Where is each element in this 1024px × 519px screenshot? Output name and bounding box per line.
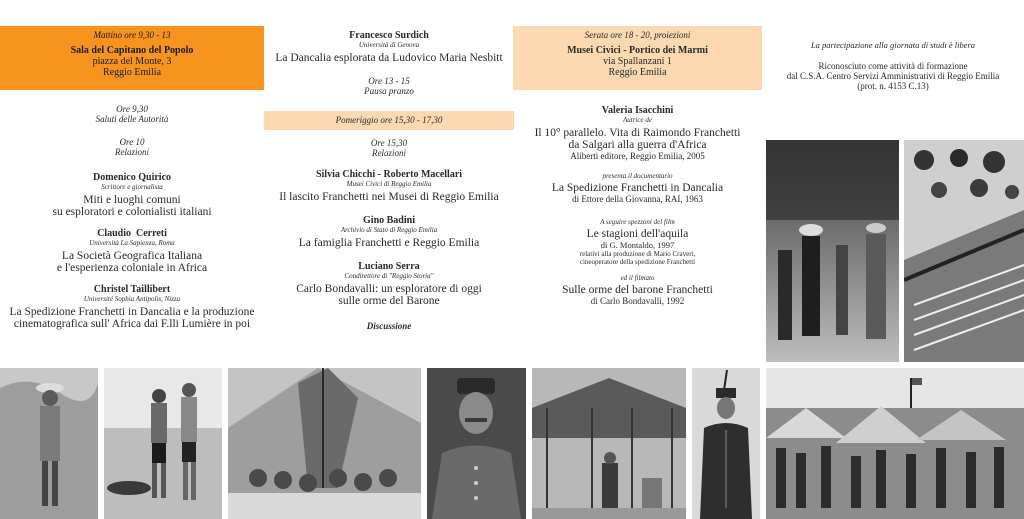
- book-publisher: Aliberti editore, Reggio Emilia, 2005: [570, 151, 705, 161]
- speaker-chicchi: Silvia Chicchi - Roberto Macellari Musei Civici di Reggio Emilia Il lascito Franchetti nei Musei di Reggio Emilia: [279, 169, 499, 203]
- morning-time: Mattino ore 9,30 - 13: [93, 30, 171, 40]
- morning-banner: [0, 26, 264, 90]
- evening-city: Reggio Emilia: [608, 67, 667, 78]
- afternoon-program: [264, 138, 514, 331]
- free-participation: La partecipazione alla giornata di studi è libera: [810, 40, 976, 50]
- speaker-surdich-name: Francesco Surdich: [349, 30, 429, 41]
- morning-address: piazza del Monte, 3: [92, 56, 172, 67]
- author-name: Valeria Isacchini: [601, 105, 674, 116]
- morning-program: [0, 104, 264, 330]
- afternoon-time: Pomeriggio ore 15,30 - 17,30: [335, 115, 443, 125]
- photo-officer: [692, 368, 760, 519]
- film-note-1: relativi alla produzione di Mario Craveri,: [579, 250, 696, 258]
- photo-explorer-rocks: [0, 368, 98, 519]
- welcome-text: Saluti delle Autorità: [95, 114, 169, 124]
- film2-title: Sulle orme del barone Franchetti: [562, 284, 713, 296]
- photo-staircase: [904, 140, 1024, 362]
- evening-venue: Musei Civici - Portico dei Marmi: [567, 45, 708, 56]
- documentary-title: La Spedizione Franchetti in Dancalia: [551, 182, 724, 194]
- documentary-credit: di Ettore della Giovanna, RAI, 1963: [572, 194, 703, 204]
- discussion-label: Discussione: [366, 321, 412, 331]
- speaker-quirico: Domenico Quirico Scrittore e giornalista Miti e luoghi comuni su esploratori e colonialisti italiani: [52, 172, 212, 218]
- evening-banner: [513, 26, 762, 90]
- evening-program: [513, 105, 762, 306]
- photo-tent-interior: [228, 368, 421, 519]
- film-credit: di G. Montaldo, 1997: [600, 240, 675, 250]
- photo-tent-camp: [766, 368, 1024, 519]
- photo-hut: [532, 368, 686, 519]
- photo-beach-men: [104, 368, 222, 519]
- photo-street-scene: [766, 140, 899, 362]
- relazioni-label: Relazioni: [115, 147, 149, 157]
- recognition-2: dal C.S.A. Centro Servizi Amministrativi di Reggio Emilia: [786, 71, 1000, 81]
- book-title-2: da Salgari alla guerra d'Africa: [568, 139, 707, 151]
- relazioni-label-2: Relazioni: [372, 148, 406, 158]
- speaker-badini: Gino Badini Archivio di Stato di Reggio Emilia La famiglia Franchetti e Reggio Emilia: [298, 215, 480, 249]
- evening-address: via Spallanzani 1: [603, 56, 672, 67]
- book-title-1: Il 10° parallelo. Vita di Raimondo Franchetti: [534, 127, 741, 139]
- speaker-surdich-talk: La Dancalia esplorata da Ludovico Maria Nesbitt: [275, 52, 503, 64]
- afternoon-banner: [264, 111, 514, 130]
- film-note-2: cineoperatore della spedizione Franchetti: [579, 258, 696, 266]
- time-930: Ore 9,30: [116, 104, 148, 114]
- time-10: Ore 10: [119, 137, 145, 147]
- column-2-top: [264, 30, 514, 96]
- recognition-1: Riconosciuto come attività di formazione: [818, 61, 968, 71]
- film-title: Le stagioni dell'aquila: [586, 228, 689, 240]
- speaker-serra: Luciano Serra Condirettore di "Reggio Storia" Carlo Bondavalli: un esploratore di oggi sulle orme del Barone: [296, 261, 482, 307]
- pause-desc: Pausa pranzo: [364, 86, 414, 96]
- pause-time: Ore 13 - 15: [368, 76, 410, 86]
- follow-label: A seguire spezzoni del film: [600, 218, 675, 226]
- photo-portrait-soldier: [427, 368, 526, 519]
- time-1530: Ore 15,30: [370, 138, 408, 148]
- speaker-cerreti: Claudio Cerreti Università La Sapienza, Roma La Società Geografica Italiana e l'esperienza coloniale in Africa: [56, 228, 208, 274]
- recognition-3: (prot. n. 4153 C.13): [857, 81, 929, 91]
- speaker-surdich-affil: Università di Genova: [358, 41, 420, 49]
- morning-city: Reggio Emilia: [102, 67, 162, 78]
- evening-time: Serata ore 18 - 20, proiezioni: [584, 30, 691, 40]
- and-label: ed il filmato: [620, 274, 655, 282]
- presents-label: presenta il documentario: [602, 172, 673, 180]
- info-column: [762, 40, 1024, 91]
- morning-venue: Sala del Capitano del Popolo: [70, 45, 194, 56]
- speaker-taillibert: Christel Taillibert Université Sophia Antipolis, Nizza La Spedizione Franchetti in Dancalia e la produzione cinematografica sull' Africa dai F.lli Lumière in poi: [9, 284, 255, 330]
- author-role: Autrice de: [623, 116, 652, 124]
- film2-credit: di Carlo Bondavalli, 1992: [590, 296, 685, 306]
